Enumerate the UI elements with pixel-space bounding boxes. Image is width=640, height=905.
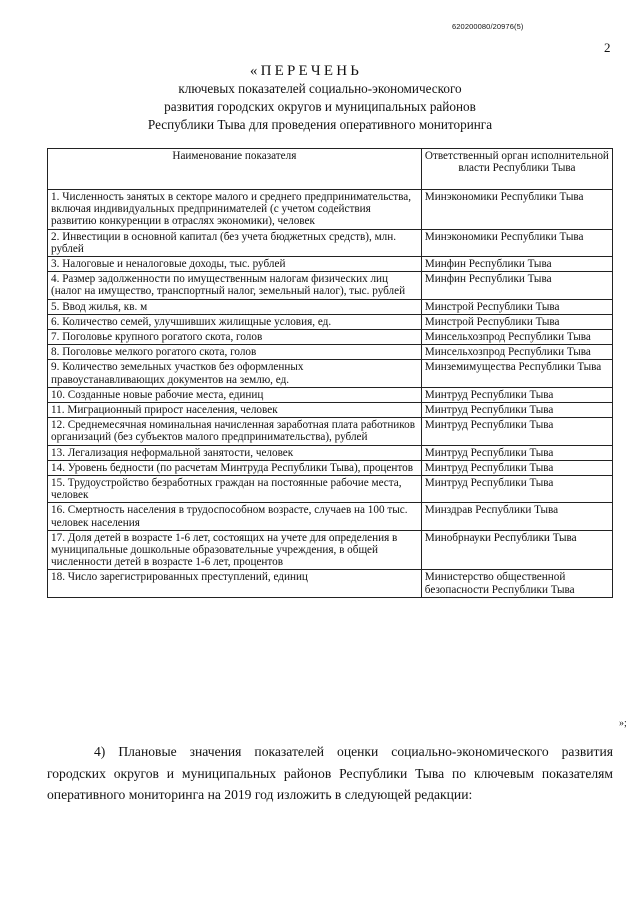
responsible-body-cell: Минтруд Республики Тыва — [421, 460, 612, 475]
indicator-name-cell: 12. Среднемесячная номинальная начисленная заработная плата работников организаций (без субъектов малого предпринимательства), рублей — [48, 418, 422, 445]
table-row — [48, 360, 613, 387]
header-indicator-name: Наименование показателя — [48, 149, 422, 190]
indicator-name-cell: 7. Поголовье крупного рогатого скота, голов — [48, 330, 422, 345]
header-responsible-body: Ответственный орган исполнительной власти Республики Тыва — [421, 149, 612, 190]
closing-quote: »; — [619, 718, 627, 729]
responsible-body-cell: Минздрав Республики Тыва — [421, 503, 612, 530]
responsible-body-cell: Минсельхозпрод Республики Тыва — [421, 330, 612, 345]
indicator-name-cell: 16. Смертность населения в трудоспособном возрасте, случаев на 100 тыс. человек населения — [48, 503, 422, 530]
responsible-body-cell: Минобрнауки Республики Тыва — [421, 530, 612, 570]
indicator-name-cell: 4. Размер задолженности по имущественным налогам физических лиц (налог на имущество, транспортный налог, земельный налог), тыс. рублей — [48, 272, 422, 299]
table-row — [48, 387, 613, 402]
table-row — [48, 229, 613, 256]
table-row — [48, 345, 613, 360]
paragraph-text: 4) Плановые значения показателей оценки социально-экономического развития городских округов и муниципальных районов Республики Тыва по ключевым показателям оперативного мониторинга на 2019 год изложить в следующей редакции: — [47, 744, 613, 803]
page-number: 2 — [604, 40, 611, 55]
subtitle-line: развития городских округов и муниципальных районов — [164, 99, 476, 114]
table-row — [48, 299, 613, 314]
document-code: 620200080/20976(5) — [452, 22, 524, 31]
document-title: «ПЕРЕЧЕНЬ — [249, 63, 363, 79]
indicator-name-cell: 3. Налоговые и неналоговые доходы, тыс. рублей — [48, 257, 422, 272]
responsible-body-cell: Министерство общественной безопасности Республики Тыва — [421, 570, 612, 597]
responsible-body-cell: Минтруд Республики Тыва — [421, 387, 612, 402]
indicator-name-cell: 2. Инвестиции в основной капитал (без учета бюджетных средств), млн. рублей — [48, 229, 422, 256]
responsible-body-cell: Минстрой Республики Тыва — [421, 299, 612, 314]
indicator-name-cell: 5. Ввод жилья, кв. м — [48, 299, 422, 314]
table-row — [48, 272, 613, 299]
table-row — [48, 476, 613, 503]
indicator-name-cell: 18. Число зарегистрированных преступлений, единиц — [48, 570, 422, 597]
responsible-body-cell: Минтруд Республики Тыва — [421, 418, 612, 445]
table-row — [48, 314, 613, 329]
table-row — [48, 190, 613, 230]
responsible-body-cell: Минстрой Республики Тыва — [421, 314, 612, 329]
indicator-name-cell: 10. Созданные новые рабочие места, единиц — [48, 387, 422, 402]
title-block — [0, 63, 640, 134]
indicator-name-cell: 1. Численность занятых в секторе малого и среднего предпринимательства, включая индивидуальных предпринимателей (с учетом содействия развитию конкуренции в отраслях экономики), человек — [48, 190, 422, 230]
indicator-name-cell: 6. Количество семей, улучшивших жилищные условия, ед. — [48, 314, 422, 329]
indicator-name-cell: 11. Миграционный прирост населения, человек — [48, 403, 422, 418]
table-row — [48, 330, 613, 345]
responsible-body-cell: Минфин Республики Тыва — [421, 272, 612, 299]
responsible-body-cell: Минтруд Республики Тыва — [421, 403, 612, 418]
responsible-body-cell: Минэкономики Республики Тыва — [421, 190, 612, 230]
table-row — [48, 460, 613, 475]
responsible-body-cell: Минтруд Республики Тыва — [421, 476, 612, 503]
table-row — [48, 445, 613, 460]
responsible-body-cell: Минэкономики Республики Тыва — [421, 229, 612, 256]
table-row — [48, 418, 613, 445]
responsible-body-cell: Минфин Республики Тыва — [421, 257, 612, 272]
responsible-body-cell: Минсельхозпрод Республики Тыва — [421, 345, 612, 360]
subtitle-line: Республики Тыва для проведения оперативного мониторинга — [147, 117, 493, 132]
responsible-body-cell: Минтруд Республики Тыва — [421, 445, 612, 460]
indicator-name-cell: 9. Количество земельных участков без оформленных правоустанавливающих документов на землю, ед. — [48, 360, 422, 387]
table-row — [48, 503, 613, 530]
table-row — [48, 530, 613, 570]
subtitle-line: ключевых показателей социально-экономического — [178, 81, 462, 96]
indicator-name-cell: 8. Поголовье мелкого рогатого скота, голов — [48, 345, 422, 360]
table-row — [48, 257, 613, 272]
table-row — [48, 403, 613, 418]
table-header-row — [48, 149, 613, 190]
table-row — [48, 570, 613, 597]
indicator-name-cell: 14. Уровень бедности (по расчетам Минтруда Республики Тыва), процентов — [48, 460, 422, 475]
indicators-table — [47, 148, 613, 598]
responsible-body-cell: Минземимущества Республики Тыва — [421, 360, 612, 387]
indicator-name-cell: 13. Легализация неформальной занятости, человек — [48, 445, 422, 460]
indicator-name-cell: 15. Трудоустройство безработных граждан на постоянные рабочие места, человек — [48, 476, 422, 503]
indicator-name-cell: 17. Доля детей в возрасте 1-6 лет, состоящих на учете для определения в муниципальные дошкольные образовательные учреждения, в общей численности детей в возрасте 1-6 лет, процентов — [48, 530, 422, 570]
